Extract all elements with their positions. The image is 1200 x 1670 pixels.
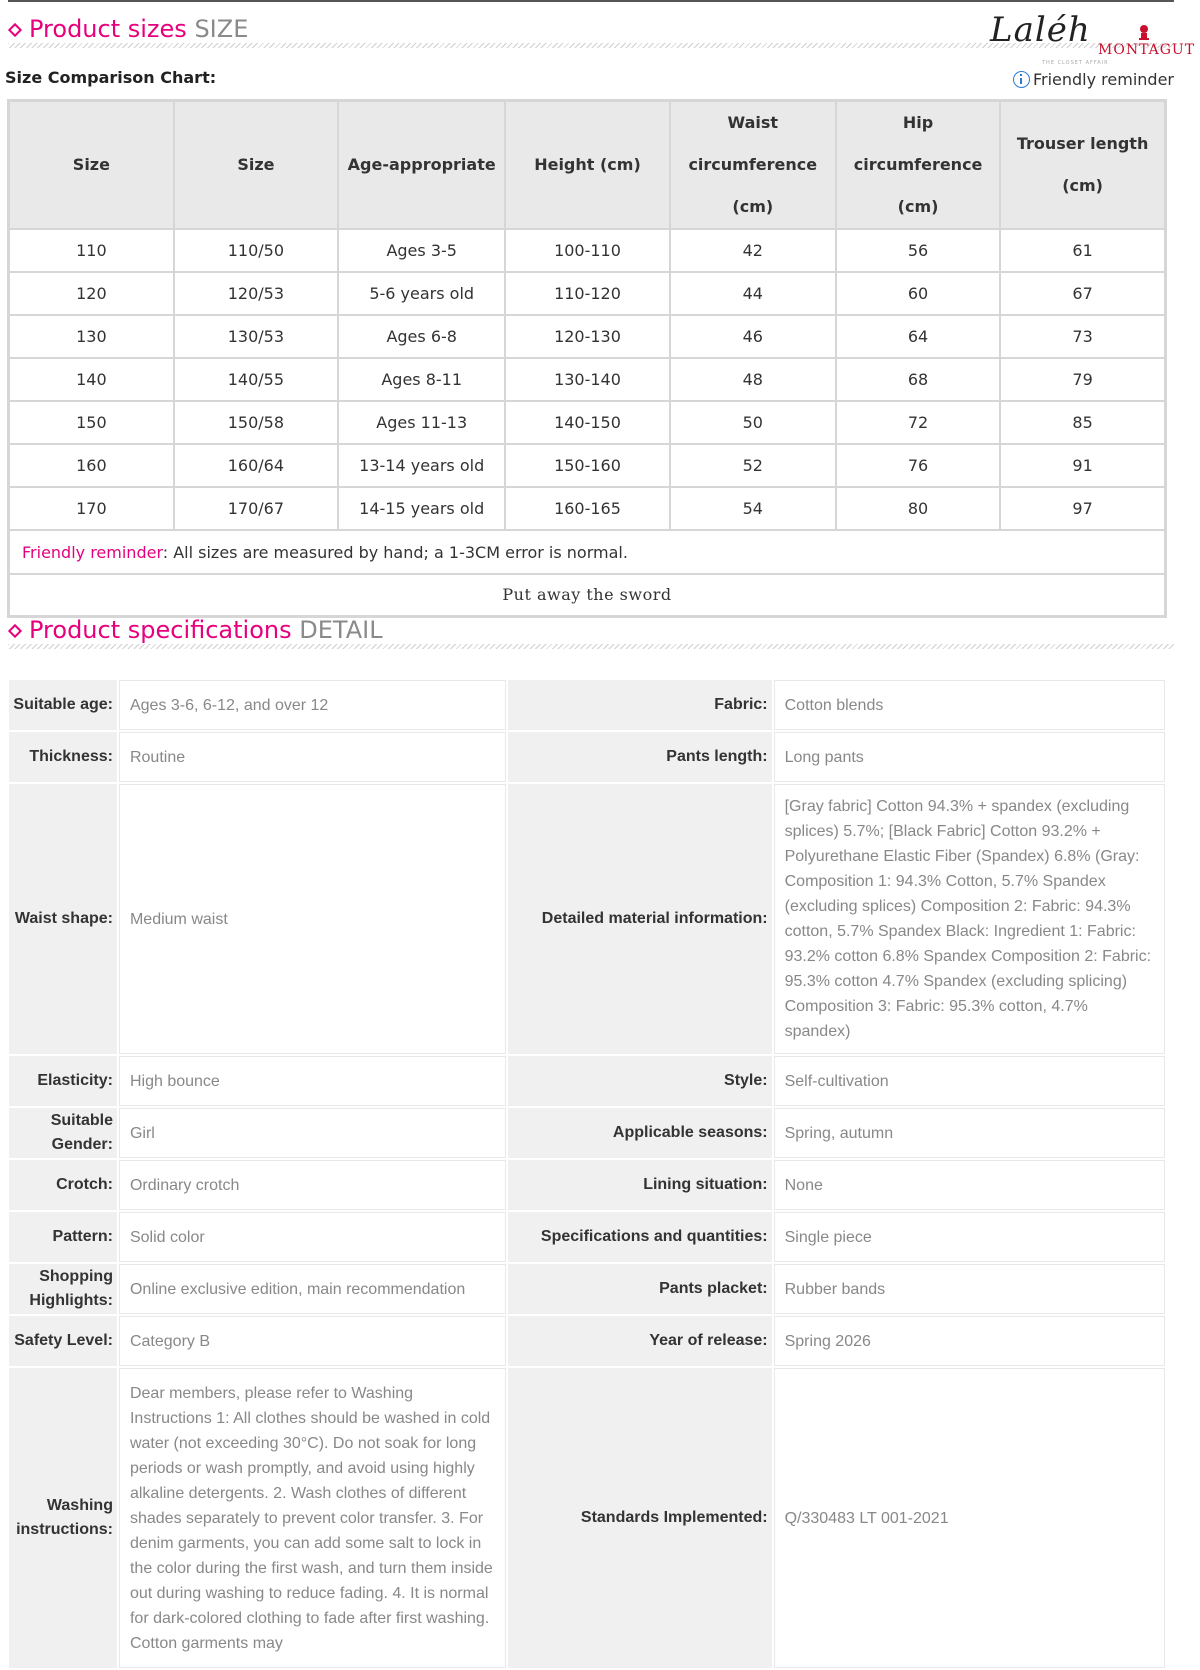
header-cell: Height (cm) xyxy=(505,101,669,230)
spec-label: Lining situation: xyxy=(508,1160,772,1210)
spec-value: Long pants xyxy=(774,732,1165,782)
spec-row xyxy=(9,1264,1165,1314)
table-cell: 120-130 xyxy=(505,315,669,358)
table-row xyxy=(9,487,1166,530)
table-cell: 91 xyxy=(1000,444,1165,487)
table-cell: 54 xyxy=(670,487,836,530)
table-cell: 67 xyxy=(1000,272,1165,315)
brand-logo xyxy=(990,10,1200,66)
header-cell: Hip circumference (cm) xyxy=(836,101,1000,230)
spec-section-title xyxy=(29,615,383,645)
spec-value: Spring 2026 xyxy=(774,1316,1165,1366)
size-section-title xyxy=(29,14,248,44)
header-cell: Age-appropriate xyxy=(338,101,505,230)
table-cell: Ages 8-11 xyxy=(338,358,505,401)
table-cell: 56 xyxy=(836,229,1000,272)
header-cell: Size xyxy=(174,101,338,230)
reminder-note xyxy=(9,530,1166,574)
table-cell: 52 xyxy=(670,444,836,487)
table-cell: Ages 6-8 xyxy=(338,315,505,358)
spec-value: High bounce xyxy=(119,1056,506,1106)
spec-value: Spring, autumn xyxy=(774,1108,1165,1158)
table-cell: 42 xyxy=(670,229,836,272)
spec-label: Waist shape: xyxy=(9,784,117,1054)
spec-row xyxy=(9,1160,1165,1210)
spec-label: Specifications and quantities: xyxy=(508,1212,772,1262)
spec-label: Year of release: xyxy=(508,1316,772,1366)
spec-value: Dear members, please refer to Washing Instructions 1: All clothes should be washed in cold water (not exceeding 30°C). Do not soak for long periods or wash promptly, and avoid using highly alkaline detergents. 2. Wash clothes of different shades separately to prevent color transfer. 3. For denim garments, you can add some salt to lock in the color during the first wash, and turn them inside out during washing to reduce fading. 4. It is normal for dark-colored clothing to fade after first washing. Cotton garments may xyxy=(119,1368,506,1668)
table-cell: 160/64 xyxy=(174,444,338,487)
logo-brand: MONTAGUT xyxy=(1098,42,1196,58)
spec-label: Standards Implemented: xyxy=(508,1368,772,1668)
spec-label: Applicable seasons: xyxy=(508,1108,772,1158)
table-cell: 130/53 xyxy=(174,315,338,358)
spec-label: Style: xyxy=(508,1056,772,1106)
table-row xyxy=(9,229,1166,272)
spec-value: Ages 3-6, 6-12, and over 12 xyxy=(119,680,506,730)
table-cell: 46 xyxy=(670,315,836,358)
spec-value: None xyxy=(774,1160,1165,1210)
spec-label: Pants placket: xyxy=(508,1264,772,1314)
table-cell: 50 xyxy=(670,401,836,444)
hatch-divider xyxy=(8,644,1174,649)
table-cell: 97 xyxy=(1000,487,1165,530)
friendly-reminder-label: Friendly reminder xyxy=(1032,70,1174,89)
diamond-bullet-icon xyxy=(8,23,22,37)
table-cell: 13-14 years old xyxy=(338,444,505,487)
table-cell: 14-15 years old xyxy=(338,487,505,530)
table-cell: 110-120 xyxy=(505,272,669,315)
top-rule xyxy=(8,0,1174,2)
table-cell: 120 xyxy=(9,272,174,315)
table-header-row xyxy=(9,101,1166,230)
spec-label: Safety Level: xyxy=(9,1316,117,1366)
table-cell: 150-160 xyxy=(505,444,669,487)
table-cell: 130-140 xyxy=(505,358,669,401)
spec-label: Fabric: xyxy=(508,680,772,730)
spec-title-main: Product specifications xyxy=(29,616,292,644)
spec-row xyxy=(9,732,1165,782)
spec-title-sub: DETAIL xyxy=(299,616,383,644)
table-cell: Ages 11-13 xyxy=(338,401,505,444)
table-row xyxy=(9,358,1166,401)
table-cell: Ages 3-5 xyxy=(338,229,505,272)
table-cell: 76 xyxy=(836,444,1000,487)
size-comparison-table xyxy=(7,99,1167,618)
table-cell: 150/58 xyxy=(174,401,338,444)
logo-tagline: THE CLOSET AFFAIR xyxy=(1042,60,1109,66)
table-cell: 110/50 xyxy=(174,229,338,272)
table-cell: 130 xyxy=(9,315,174,358)
spec-value: Q/330483 LT 001-2021 xyxy=(774,1368,1165,1668)
table-cell: 140 xyxy=(9,358,174,401)
spec-row xyxy=(9,1108,1165,1158)
spec-row xyxy=(9,784,1165,1054)
table-cell: 140-150 xyxy=(505,401,669,444)
table-cell: 5-6 years old xyxy=(338,272,505,315)
table-cell: 60 xyxy=(836,272,1000,315)
table-cell: 110 xyxy=(9,229,174,272)
table-cell: 170/67 xyxy=(174,487,338,530)
friendly-reminder-link[interactable] xyxy=(1013,70,1174,89)
spec-value: Girl xyxy=(119,1108,506,1158)
spec-value: Online exclusive edition, main recommendation xyxy=(119,1264,506,1314)
spec-value: Solid color xyxy=(119,1212,506,1262)
info-icon xyxy=(1013,71,1030,88)
spec-table xyxy=(7,678,1167,1670)
table-cell: 72 xyxy=(836,401,1000,444)
table-cell: 100-110 xyxy=(505,229,669,272)
crest-icon xyxy=(1136,24,1152,40)
spec-label: Washing instructions: xyxy=(9,1368,117,1668)
spec-value: Ordinary crotch xyxy=(119,1160,506,1210)
table-cell: 160 xyxy=(9,444,174,487)
spec-value: Medium waist xyxy=(119,784,506,1054)
header-cell: Size xyxy=(9,101,174,230)
table-row xyxy=(9,315,1166,358)
table-row xyxy=(9,401,1166,444)
footer-row xyxy=(9,574,1166,616)
reminder-text: : All sizes are measured by hand; a 1-3CM error is normal. xyxy=(162,542,628,562)
spec-row xyxy=(9,1316,1165,1366)
spec-value: Routine xyxy=(119,732,506,782)
spec-label: Thickness: xyxy=(9,732,117,782)
table-cell: 80 xyxy=(836,487,1000,530)
size-title-sub: SIZE xyxy=(194,15,249,43)
table-cell: 61 xyxy=(1000,229,1165,272)
table-cell: 68 xyxy=(836,358,1000,401)
table-cell: 64 xyxy=(836,315,1000,358)
spec-row xyxy=(9,1368,1165,1668)
spec-label: Detailed material information: xyxy=(508,784,772,1054)
spec-value: Single piece xyxy=(774,1212,1165,1262)
spec-label: Shopping Highlights: xyxy=(9,1264,117,1314)
table-cell: 48 xyxy=(670,358,836,401)
spec-label: Suitable Gender: xyxy=(9,1108,117,1158)
spec-value: Rubber bands xyxy=(774,1264,1165,1314)
spec-row xyxy=(9,1212,1165,1262)
table-cell: 140/55 xyxy=(174,358,338,401)
table-cell: 170 xyxy=(9,487,174,530)
size-chart-caption: Size Comparison Chart: xyxy=(5,68,217,87)
table-cell: 160-165 xyxy=(505,487,669,530)
spec-label: Elasticity: xyxy=(9,1056,117,1106)
table-row xyxy=(9,444,1166,487)
spec-section-header xyxy=(8,615,1174,649)
spec-row xyxy=(9,680,1165,730)
spec-value: Self-cultivation xyxy=(774,1056,1165,1106)
spec-label: Pattern: xyxy=(9,1212,117,1262)
table-cell: 150 xyxy=(9,401,174,444)
spec-label: Suitable age: xyxy=(9,680,117,730)
table-cell: 44 xyxy=(670,272,836,315)
table-cell: 85 xyxy=(1000,401,1165,444)
size-title-main: Product sizes xyxy=(29,15,187,43)
table-cell: 73 xyxy=(1000,315,1165,358)
spec-value: Category B xyxy=(119,1316,506,1366)
table-row xyxy=(9,272,1166,315)
logo-script: Laléh xyxy=(990,10,1091,50)
diamond-bullet-icon xyxy=(8,624,22,638)
spec-label: Pants length: xyxy=(508,732,772,782)
header-cell: Trouser length (cm) xyxy=(1000,101,1165,230)
spec-value: [Gray fabric] Cotton 94.3% + spandex (excluding splices) 5.7%; [Black Fabric] Cotton 93.2% + Polyurethane Elastic Fiber (Spandex) 6.8% (Gray: Composition 1: 94.3% Cotton, 5.7% Spandex (excluding splices) Composition 2: Fabric: 94.3% cotton, 5.7% Spandex Black: Ingredient 1: Fabric: 93.2% cotton 6.8% Spandex Composition 2: Fabric: 95.3% cotton 4.7% Spandex (excluding splicing) Composition 3: Fabric: 95.3% cotton, 4.7% spandex) xyxy=(774,784,1165,1054)
table-cell: 79 xyxy=(1000,358,1165,401)
table-footer-text: Put away the sword xyxy=(9,574,1166,616)
header-cell: Waist circumference (cm) xyxy=(670,101,836,230)
reminder-row xyxy=(9,530,1166,574)
table-cell: 120/53 xyxy=(174,272,338,315)
spec-row xyxy=(9,1056,1165,1106)
spec-label: Crotch: xyxy=(9,1160,117,1210)
spec-value: Cotton blends xyxy=(774,680,1165,730)
reminder-label: Friendly reminder xyxy=(22,542,163,562)
